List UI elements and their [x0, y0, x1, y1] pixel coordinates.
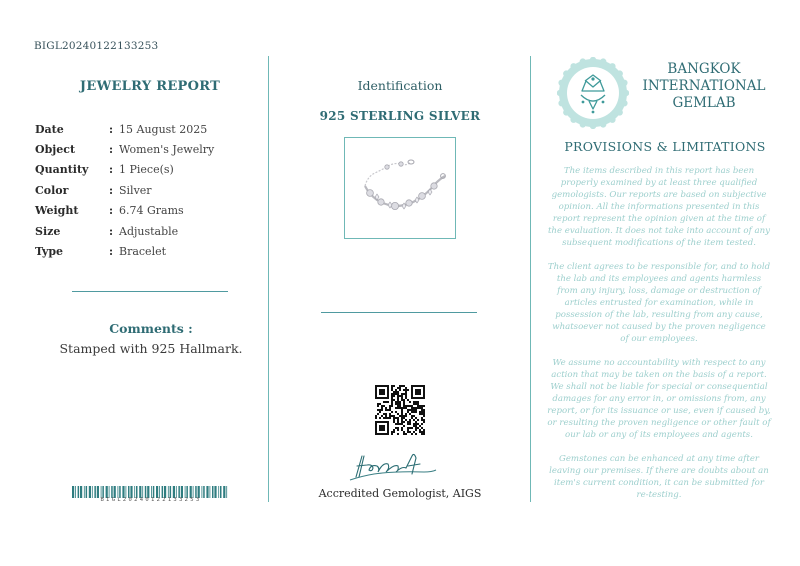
lab-logo-icon	[557, 57, 629, 129]
detail-row-color	[35, 180, 214, 200]
detail-key: Size	[35, 224, 61, 238]
qr-code-icon	[375, 385, 425, 435]
detail-key: Color	[35, 183, 69, 197]
comments-text: Stamped with 925 Hallmark.	[59, 341, 243, 356]
detail-colon: :	[109, 122, 114, 136]
detail-value: 6.74 Grams	[119, 204, 184, 218]
gemologist-label: Accredited Gemologist, AIGS	[318, 487, 482, 500]
detail-value: Silver	[119, 183, 152, 197]
details-table	[35, 119, 214, 262]
signature-icon	[342, 450, 442, 486]
detail-row-date	[35, 119, 214, 139]
identification-label: Identification	[357, 78, 443, 93]
provisions-paragraph: The client agrees to be responsible for, and to hold the lab and its employees and agents harmless from any injury, loss, damage or destruction of articles entrusted for examination, while in possession of the lab, resulting from any cause, whatsoever not caused by the proven negligence of our employees.	[547, 262, 771, 345]
detail-value: Women's Jewelry	[119, 143, 215, 157]
provisions-title: PROVISIONS & LIMITATIONS	[564, 139, 766, 154]
report-title: JEWELRY REPORT	[79, 79, 221, 94]
provisions-paragraph: We assume no accountability with respect to any action that may be taken on the basis of a report. We shall not be liable for special or consequential damages for any error in, or omissions from, any report, or for its issuance or use, even if caused by, or resulting the proven negligence or other fault of our lab or any of its employees and agents.	[547, 358, 771, 441]
lab-name-line: GEMLAB	[672, 95, 736, 111]
item-photo	[344, 137, 456, 239]
report-id: BIGL20240122133253	[34, 40, 159, 52]
bracelet-icon	[345, 138, 455, 238]
detail-key: Quantity	[35, 163, 89, 177]
detail-key: Weight	[35, 204, 79, 218]
detail-colon: :	[109, 183, 114, 197]
provisions-paragraph: The items described in this report has been properly examined by at least three qualified gemologists. Our reports are based on subjective opinion. All the informations presented in this report represent the opinion given at the time of the evaluation. It does not take into account of any subsequent modifications of the item tested.	[547, 166, 771, 249]
detail-row-weight	[35, 201, 214, 221]
detail-key: Object	[35, 143, 76, 157]
column-divider-right	[530, 56, 531, 502]
provisions-paragraph: Gemstones can be enhanced at any time after leaving our premises. If there are doubts about an item's current condition, it can be submitted for re-testing.	[549, 454, 769, 501]
detail-colon: :	[109, 143, 114, 157]
detail-value: Adjustable	[119, 224, 179, 238]
detail-value: 15 August 2025	[119, 122, 208, 136]
detail-colon: :	[109, 204, 114, 218]
detail-key: Type	[35, 245, 64, 259]
detail-row-object	[35, 139, 214, 159]
detail-value: 1 Piece(s)	[119, 163, 174, 177]
identification-value: 925 STERLING SILVER	[319, 109, 481, 123]
detail-colon: :	[109, 245, 114, 259]
detail-row-type	[35, 241, 214, 261]
lab-name-line: INTERNATIONAL	[642, 78, 766, 94]
lab-name	[634, 61, 774, 112]
comments-label: Comments :	[109, 321, 193, 336]
divider	[321, 312, 477, 313]
divider	[72, 291, 228, 292]
detail-row-size	[35, 221, 214, 241]
detail-key: Date	[35, 122, 64, 136]
lab-name-line: BANGKOK	[667, 61, 741, 77]
barcode-number: BIGL20240122133253	[100, 497, 202, 503]
detail-colon: :	[109, 163, 114, 177]
column-divider-left	[268, 56, 269, 502]
detail-row-quantity	[35, 160, 214, 180]
detail-colon: :	[109, 224, 114, 238]
detail-value: Bracelet	[119, 245, 167, 259]
